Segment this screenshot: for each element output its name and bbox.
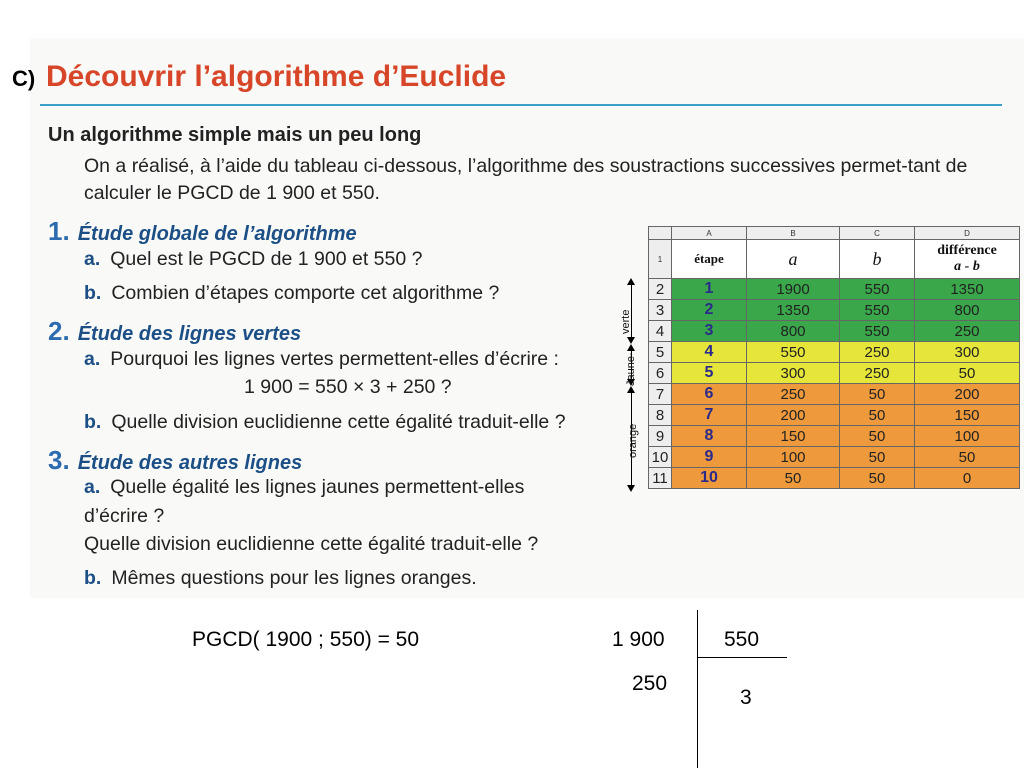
step-cell: 6 [672, 384, 747, 405]
table-row [649, 342, 1020, 363]
section-prefix: C) [12, 66, 36, 91]
table-header-row [649, 240, 1020, 279]
header-b: b [840, 240, 915, 279]
header-difference [915, 240, 1020, 279]
row-number: 10 [649, 447, 672, 468]
difference-cell: 800 [915, 300, 1020, 321]
step-cell: 5 [672, 363, 747, 384]
step-cell: 8 [672, 426, 747, 447]
b-cell: 250 [840, 363, 915, 384]
division-horizontal-line [697, 657, 787, 658]
spreadsheet-table [648, 226, 1020, 489]
table-row [649, 426, 1020, 447]
row-number: 4 [649, 321, 672, 342]
label-jaune: Jaune- [625, 352, 637, 386]
subtitle: Un algorithme simple mais un peu long [48, 124, 422, 146]
header-etape: étape [672, 240, 747, 279]
difference-cell: 0 [915, 468, 1020, 489]
difference-cell: 200 [915, 384, 1020, 405]
arrow-down-icon [627, 485, 635, 492]
difference-cell: 1350 [915, 279, 1020, 300]
page-title: Découvrir l’algorithme d’Euclide [46, 60, 507, 93]
question-1a: a. Quel est le PGCD de 1 900 et 550 ? [84, 248, 423, 270]
b-cell: 250 [840, 342, 915, 363]
step-cell: 10 [672, 468, 747, 489]
table-row [649, 405, 1020, 426]
remainder: 250 [632, 672, 668, 695]
b-cell: 550 [840, 279, 915, 300]
b-cell: 50 [840, 468, 915, 489]
row-number: 11 [649, 468, 672, 489]
table-row [649, 384, 1020, 405]
table-row [649, 279, 1020, 300]
table-row [649, 363, 1020, 384]
header-difference-line1: différence [937, 243, 997, 258]
pgcd-result: PGCD( 1900 ; 550) = 50 [192, 628, 420, 651]
a-cell: 1900 [747, 279, 840, 300]
row-number: 7 [649, 384, 672, 405]
section-1-heading [48, 216, 357, 247]
quotient: 3 [740, 686, 752, 709]
question-3b: b. Mêmes questions pour les lignes oranges. [84, 567, 477, 589]
b-cell: 550 [840, 300, 915, 321]
difference-cell: 100 [915, 426, 1020, 447]
question-2a: a. Pourquoi les lignes vertes permettent-elles d’écrire : [84, 348, 559, 370]
section-3-heading [48, 445, 302, 476]
b-cell: 50 [840, 447, 915, 468]
question-3a: a. Quelle égalité les lignes jaunes permettent-elles [84, 476, 525, 498]
difference-cell: 50 [915, 363, 1020, 384]
row-number: 3 [649, 300, 672, 321]
b-cell: 50 [840, 384, 915, 405]
step-cell: 3 [672, 321, 747, 342]
corner-cell [649, 227, 672, 240]
a-cell: 200 [747, 405, 840, 426]
a-cell: 50 [747, 468, 840, 489]
b-cell: 550 [840, 321, 915, 342]
a-cell: 800 [747, 321, 840, 342]
label-orange: orange [627, 423, 639, 458]
a-cell: 150 [747, 426, 840, 447]
a-cell: 250 [747, 384, 840, 405]
question-2b: b. Quelle division euclidienne cette égalité traduit-elle ? [84, 411, 566, 433]
table-row [649, 447, 1020, 468]
column-letter: D [915, 227, 1020, 240]
section-title: Étude globale de l’algorithme [77, 223, 357, 245]
a-cell: 550 [747, 342, 840, 363]
question-1b: b. Combien d’étapes comporte cet algorithme ? [84, 282, 500, 304]
formula: 1 900 = 550 × 3 + 250 ? [244, 376, 452, 398]
section-title: Étude des autres lignes [77, 452, 303, 474]
section-title: Étude des lignes vertes [77, 323, 302, 345]
column-letter: A [672, 227, 747, 240]
row-number: 8 [649, 405, 672, 426]
difference-cell: 250 [915, 321, 1020, 342]
row-number: 6 [649, 363, 672, 384]
difference-cell: 300 [915, 342, 1020, 363]
arrow-down-icon [627, 337, 635, 344]
column-header-row [649, 227, 1020, 240]
step-cell: 1 [672, 279, 747, 300]
row-number: 2 [649, 279, 672, 300]
title-underline [40, 104, 1002, 106]
step-cell: 9 [672, 447, 747, 468]
section-2-heading [48, 316, 301, 347]
division-vertical-line [697, 610, 698, 768]
column-letter: C [840, 227, 915, 240]
label-verte: verte [620, 309, 632, 334]
question-3a-second-line: Quelle division euclidienne cette égalité traduit-elle ? [84, 533, 539, 555]
row-number: 9 [649, 426, 672, 447]
question-3a-continuation: d’écrire ? [84, 505, 165, 527]
table-row [649, 321, 1020, 342]
step-cell: 7 [672, 405, 747, 426]
difference-cell: 50 [915, 447, 1020, 468]
difference-cell: 150 [915, 405, 1020, 426]
step-cell: 2 [672, 300, 747, 321]
a-cell: 300 [747, 363, 840, 384]
row-number: 5 [649, 342, 672, 363]
section-number: 3. [48, 445, 70, 475]
a-cell: 1350 [747, 300, 840, 321]
column-letter: B [747, 227, 840, 240]
header-a: a [747, 240, 840, 279]
step-cell: 4 [672, 342, 747, 363]
divisor: 550 [724, 628, 760, 651]
header-difference-line2: a - b [954, 259, 980, 274]
dividend: 1 900 [612, 628, 665, 651]
a-cell: 100 [747, 447, 840, 468]
b-cell: 50 [840, 405, 915, 426]
table-row [649, 468, 1020, 489]
intro-text: On a réalisé, à l’aide du tableau ci-dessous, l’algorithme des soustractions successives permet-tant de calculer le PGCD de 1 900 et 550. [84, 155, 968, 204]
row-number: 1 [649, 240, 672, 279]
b-cell: 50 [840, 426, 915, 447]
table-row [649, 300, 1020, 321]
section-number: 2. [48, 316, 70, 346]
section-number: 1. [48, 216, 70, 246]
